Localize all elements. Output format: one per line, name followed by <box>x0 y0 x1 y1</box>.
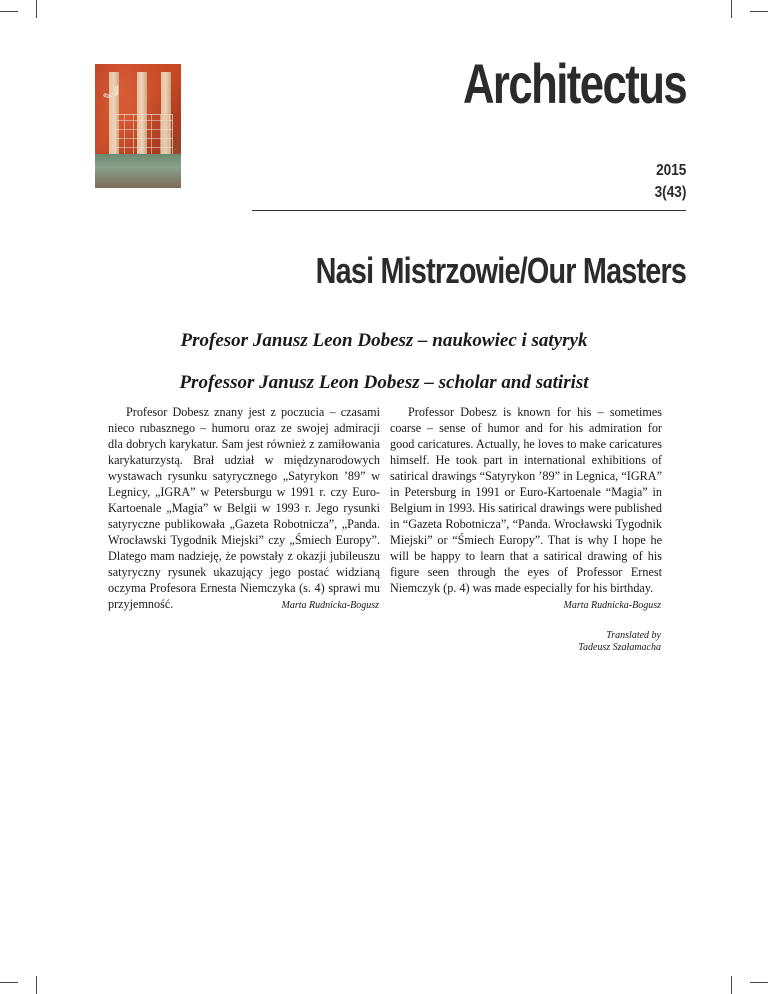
crop-mark <box>750 982 768 983</box>
body-paragraph-pl: Profesor Dobesz znany jest z poczucia – czasami nieco rubasznego – humoru oraz ze swojej admiracji dla dobrych karykatur. Sam jest również z zamiłowania karykaturzystą. Brał udział w międzynarodowych wystawach rysunku satyrycznego „Satyrykon ’89” w Legnicy, „IGRA” w Petersburgu w 1991 r. czy Euro-Kartoenale „Magia” w Belgii w 1993 r. Jego rysunki satyryczne publikowała „Gazeta Robotnicza”, „Panda. Wrocławski Tygodnik Miejski” czy „Śmiech Europy”. Dlatego mam nadzieję, że powstały z okazji jubileuszu satyryczny rysunek ukazujący jego postać widzianą oczyma Profesora Ernesta Niemczyka (s. 4) sprawi mu przyjemność. <box>108 405 380 611</box>
article-title-en: Professor Janusz Leon Dobesz – scholar and satirist <box>179 372 589 393</box>
crop-mark <box>731 976 732 994</box>
header-rule <box>252 210 686 211</box>
translator-credit <box>578 630 661 654</box>
author-signature-pl: Marta Rudnicka-Bogusz <box>281 600 379 611</box>
journal-title: Architectus <box>462 52 686 115</box>
body-paragraph-en: Professor Dobesz is known for his – sometimes coarse – sense of humor and for his admiration for good caricatures. Actually, he loves to make caricatures himself. He took part in international exhibitions of satirical drawings “Satyrykon ’89” in Legnica, “IGRA” in Petersburg in 1991 or Euro-Kartoenale “Magia” in Belgium in 1993. His satirical drawings were published in “Gazeta Robotnicza”, “Panda. Wrocławski Tygodnik Miejski” or “Śmiech Europy”. That is why I hope he will be happy to learn that a satirical drawing of his figure seen through the eyes of Professor Ernest Niemczyk (p. 4) was made especially for his birthday. <box>390 405 662 595</box>
translator-name: Tadeusz Szałamacha <box>578 642 661 653</box>
translated-by-label: Translated by <box>606 630 661 641</box>
crop-mark <box>731 0 732 18</box>
cover-image: ✎ ⁄⁄ <box>95 64 181 188</box>
article-title-pl: Profesor Janusz Leon Dobesz – naukowiec i satyryk <box>180 330 588 351</box>
body-column-en <box>390 404 662 596</box>
crop-mark <box>36 0 37 18</box>
author-signature-en: Marta Rudnicka-Bogusz <box>563 600 661 611</box>
issue-number: 3(43) <box>654 184 686 201</box>
crop-mark <box>750 11 768 12</box>
crop-mark <box>0 982 18 983</box>
body-column-pl <box>108 404 380 612</box>
crop-mark <box>36 976 37 994</box>
crop-mark <box>0 11 18 12</box>
section-title: Nasi Mistrzowie/Our Masters <box>315 250 686 291</box>
issue-year: 2015 <box>655 162 686 179</box>
issue-info <box>654 160 686 204</box>
